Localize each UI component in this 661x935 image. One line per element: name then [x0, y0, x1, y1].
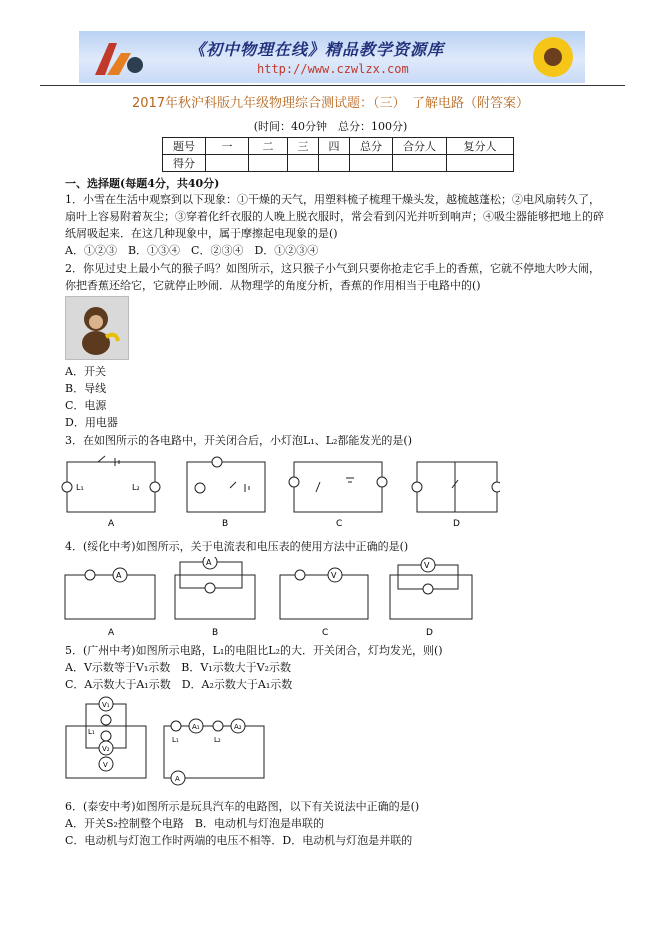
figure-label: B [212, 628, 219, 638]
monkey-photo [65, 296, 129, 360]
banner-url: http://www.czwlzx.com [257, 62, 409, 76]
document-title: 2017年秋沪科版九年级物理综合测试题：（三） 了解电路（附答案） [131, 96, 530, 111]
circuit-d-wire [417, 462, 497, 512]
question-5-circuit-figures [62, 696, 272, 794]
figure-label: D [453, 519, 460, 529]
table-cell: 复分人 [447, 138, 514, 155]
lamp-icon [195, 483, 205, 493]
score-table-header-row [163, 138, 514, 155]
lamp-icon [85, 570, 95, 580]
score-table-score-row [163, 155, 514, 172]
circuit-d-wire [390, 575, 472, 619]
question-4-circuit-figures [60, 557, 480, 639]
table-cell: 题号 [163, 138, 206, 155]
meter-label: A₁ [192, 723, 200, 731]
meter-label: V₂ [102, 745, 110, 753]
table-cell: 一 [206, 138, 249, 155]
lamp-icon [150, 482, 160, 492]
figure-label: C [336, 519, 343, 529]
figure-label: D [426, 628, 433, 638]
meter-label: V [424, 561, 430, 570]
banner-title: 《初中物理在线》精品教学资源库 [189, 40, 445, 59]
question-3-line: 3．在如图所示的各电路中，开关闭合后，小灯泡L₁、L₂都能发光的是() [65, 434, 413, 447]
meter-label: V₁ [102, 701, 110, 709]
table-cell: 四 [319, 138, 350, 155]
question-2-option: B．导线 [65, 382, 107, 395]
question-2-option: A．开关 [65, 365, 106, 378]
table-cell [206, 155, 249, 172]
lamp-label: L₁ [172, 736, 179, 744]
meter-label: A [175, 775, 180, 783]
circuit-b-wire [175, 575, 255, 619]
question-5-options: A．V示数等于V₁示数 B．V₁示数大于V₂示数 [65, 661, 292, 674]
lamp-icon [492, 482, 500, 492]
header-rule [40, 85, 625, 86]
header-banner [79, 31, 585, 83]
circuit-b-switch [230, 482, 236, 488]
monkey-icon [66, 297, 128, 359]
lamp-icon [423, 584, 433, 594]
circuit-c-wire [294, 462, 382, 512]
circuit-right-wire [164, 726, 264, 778]
meter-label: A [206, 558, 212, 567]
question-1-line: 1．小雪在生活中观察到以下现象：①干燥的天气，用塑料梳子梳理干燥头发，越梳越蓬松；②电风扇转久了， [65, 193, 600, 206]
lamp-label-l1: L₁ [76, 483, 84, 492]
lamp-icon [171, 721, 181, 731]
question-6-options: A．开关S₂控制整个电路 B．电动机与灯泡是串联的 [65, 817, 324, 830]
table-cell [393, 155, 447, 172]
question-1-options: A．①②③ B．①③④ C．②③④ D．①②③④ [65, 244, 319, 257]
lamp-icon [101, 731, 111, 741]
score-table [162, 137, 514, 172]
question-3-circuit-figures [60, 452, 500, 530]
table-cell [350, 155, 393, 172]
question-2-line: 你把香蕉还给它，它就停止吵闹．从物理学的角度分析，香蕉的作用相当于电路中的() [65, 279, 481, 292]
lamp-icon [212, 457, 222, 467]
lamp-label: L₁ [88, 728, 95, 736]
meter-label: V [103, 761, 108, 769]
sunflower-icon [519, 31, 585, 83]
lamp-icon [289, 477, 299, 487]
lamp-icon [412, 482, 422, 492]
question-1-line: 扇叶上容易附着灰尘；③穿着化纤衣服的人晚上脱衣服时，常会看到闪光并听到响声；④吸尘器能够把地上的碎 [65, 210, 604, 223]
time-score-info: (时间：40分钟 总分：100分) [253, 120, 408, 133]
table-cell: 得分 [163, 155, 206, 172]
circuit-c-wire [280, 575, 368, 619]
question-1-line: 纸屑吸起来．在这几种现象中，属于摩擦起电现象的是() [65, 227, 338, 240]
figure-label: A [108, 519, 115, 529]
section-heading: 一、选择题(每题4分，共40分) [65, 177, 220, 190]
figure-label: B [222, 519, 229, 529]
question-6-line: 6．(泰安中考)如图所示是玩具汽车的电路图，以下有关说法中正确的是() [65, 800, 420, 813]
table-cell: 合分人 [393, 138, 447, 155]
table-cell: 总分 [350, 138, 393, 155]
table-cell [319, 155, 350, 172]
table-cell [249, 155, 288, 172]
table-cell: 三 [288, 138, 319, 155]
meter-label: A₂ [234, 723, 242, 731]
question-5-line: 5．(广州中考)如图所示电路，L₁的电阻比L₂的大．开关闭合，灯均发光，则() [65, 644, 443, 657]
lamp-icon [62, 482, 72, 492]
question-5-options: C．A示数大于A₁示数 D．A₂示数大于A₁示数 [65, 678, 293, 691]
table-cell: 二 [249, 138, 288, 155]
question-2-option: D．用电器 [65, 416, 118, 429]
logo-icon [87, 35, 147, 79]
lamp-icon [213, 721, 223, 731]
lamp-icon [377, 477, 387, 487]
circuit-a-wire [65, 575, 155, 619]
question-2-line: 2．你见过史上最小气的猴子吗？如图所示，这只猴子小气到只要你抢走它手上的香蕉，它就不停地大吵大闹， [65, 262, 600, 275]
question-2-option: C．电源 [65, 399, 107, 412]
lamp-label: L₂ [214, 736, 221, 744]
meter-label: V [331, 571, 337, 580]
lamp-icon [205, 583, 215, 593]
table-cell [447, 155, 514, 172]
figure-label: A [108, 628, 115, 638]
question-6-options: C．电动机与灯泡工作时两端的电压不相等．D．电动机与灯泡是并联的 [65, 834, 413, 847]
lamp-icon [295, 570, 305, 580]
figure-label: C [322, 628, 329, 638]
circuit-a-switch [98, 456, 105, 462]
lamp-icon [101, 715, 111, 725]
question-4-line: 4．(绥化中考)如图所示，关于电流表和电压表的使用方法中正确的是() [65, 540, 409, 553]
table-cell [288, 155, 319, 172]
circuit-c-switch [316, 482, 320, 492]
meter-label: A [116, 571, 122, 580]
lamp-label-l2: L₂ [132, 483, 140, 492]
